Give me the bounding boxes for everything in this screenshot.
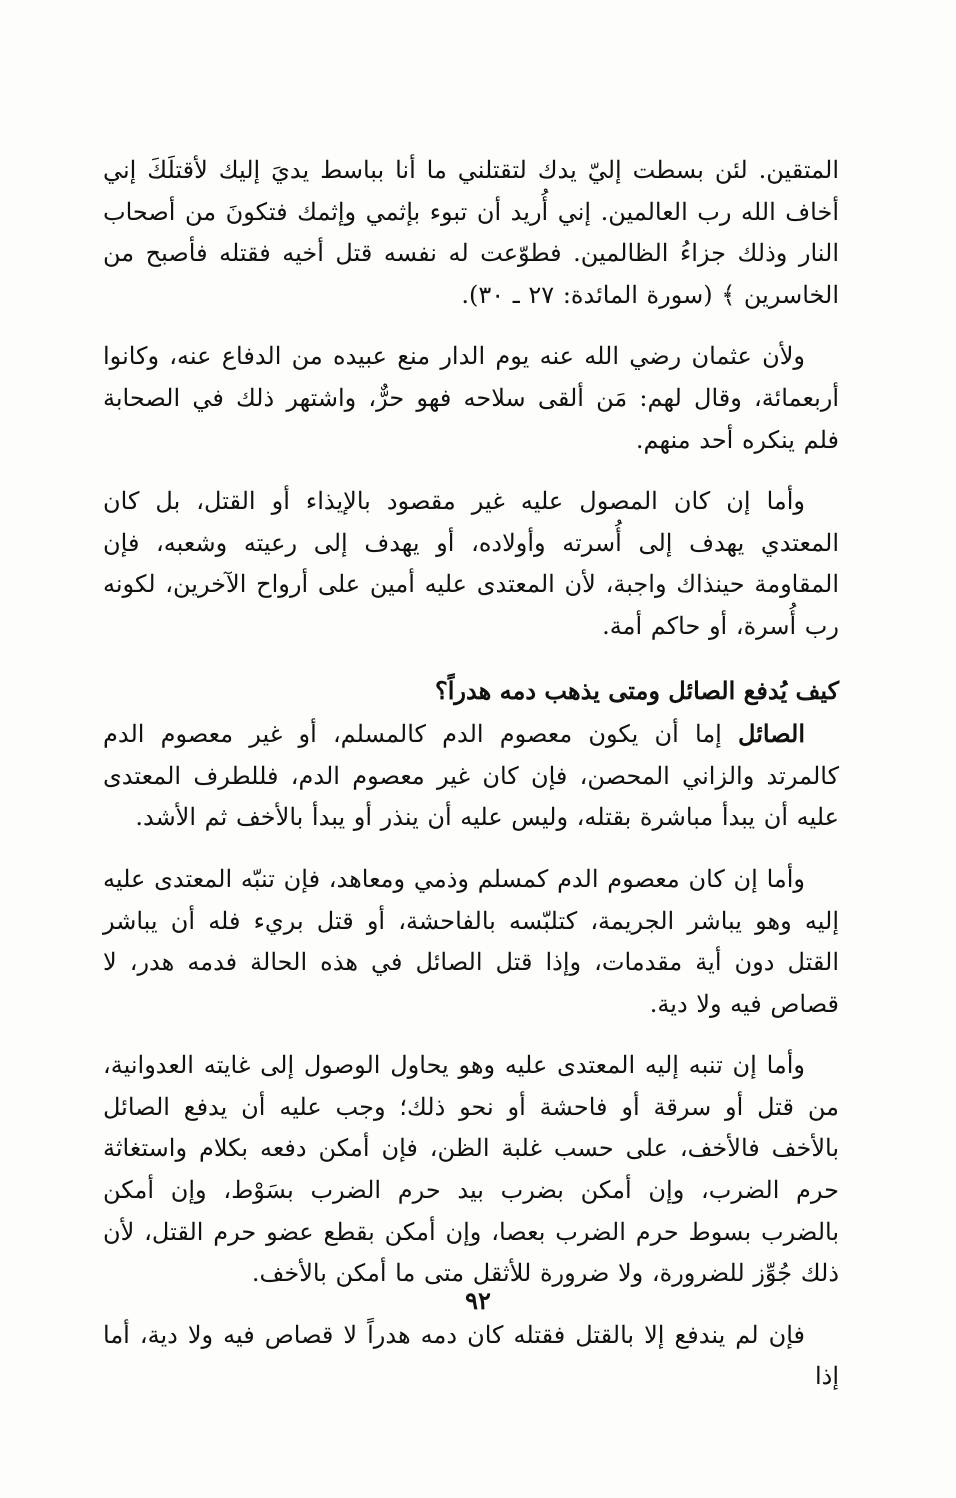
paragraph-types-of-assailant bbox=[103, 713, 839, 839]
paragraph-uthman: ولأن عثمان رضي الله عنه يوم الدار منع عبيده من الدفاع عنه، وكانوا أربعمائة، وقال لهم: مَن ألقى سلاحه فهو حرٌّ، واشتهر ذلك في الصحابة فلم ينكره أحد منهم. bbox=[103, 342, 840, 454]
paragraph-quran-quote: المتقين. لئن بسطت إليّ يدك لتقتلني ما أنا بباسط يديَ إليك لأقتلَكَ إني أخاف الله رب العالمين. إني أُريد أن تبوء بإثمي وإثمك فتكونَ من أصحاب النار وذلك جزاءُ الظالمين. فطوّعت له نفسه قتل أخيه فقتله فأصبح من الخاسرين ﴾ (سورة المائدة: ٢٧ ـ ٣٠). bbox=[103, 156, 839, 309]
paragraph-defending-others: وأما إن كان المصول عليه غير مقصود بالإيذاء أو القتل، بل كان المعتدي يهدف إلى أُسرته وأولاده، أو يهدف إلى رعيته وشعبه، فإن المقاومة حينذاك واجبة، لأن المعتدى عليه أمين على أرواح الآخرين، لكونه رب أُسرة، أو حاكم أمة. bbox=[103, 487, 839, 640]
page-body-text bbox=[103, 150, 839, 1418]
page-number: ٩٢ bbox=[465, 1286, 491, 1315]
paragraph-gradual-repelling: وأما إن تنبه إليه المعتدى عليه وهو يحاول الوصول إلى غايته العدوانية، من قتل أو سرقة أو فاحشة أو نحو ذلك؛ وجب عليه أن يدفع الصائل بالأخف فالأخف، على حسب غلبة الظن، فإن أمكن دفعه بكلام واستغاثة حرم الضرب، وإن أمكن بضرب بيد حرم الضرب بسَوْط، وإن أمكن بالضرب بسوط حرم الضرب بعصا، وإن أمكن بقطع عضو حرم القتل، لأن ذلك جُوِّز للضرورة، ولا ضرورة للأثقل متى ما أمكن بالأخف. bbox=[103, 1051, 840, 1288]
section-heading: كيف يُدفع الصائل ومتى يذهب دمه هدراً؟ bbox=[435, 675, 839, 705]
paragraph-killing-last-resort: فإن لم يندفع إلا بالقتل فقتله كان دمه هدراً لا قصاص فيه ولا دية، أما إذا bbox=[103, 1320, 839, 1391]
paragraph-lead-rest: إما أن يكون معصوم الدم كالمسلم، أو غير معصوم الدم كالمرتد والزاني المحصن، فإن كان غير معصوم الدم، فللطرف المعتدى عليه أن يبدأ مباشرة بقتله، وليس عليه أن ينذر أو يبدأ بالأخف ثم الأشد. bbox=[103, 720, 840, 832]
paragraph-protected-blood: وأما إن كان معصوم الدم كمسلم وذمي ومعاهد، فإن تنبّه المعتدى عليه إليه وهو يباشر الجريمة، كتلبّسه بالفاحشة، أو قتل بريء فله أن يباشر القتل دون أية مقدمات، وإذا قتل الصائل في هذه الحالة فدمه هدر، لا قصاص فيه ولا دية. bbox=[103, 864, 839, 1018]
paragraph-lead-term: الصائل bbox=[738, 719, 805, 749]
